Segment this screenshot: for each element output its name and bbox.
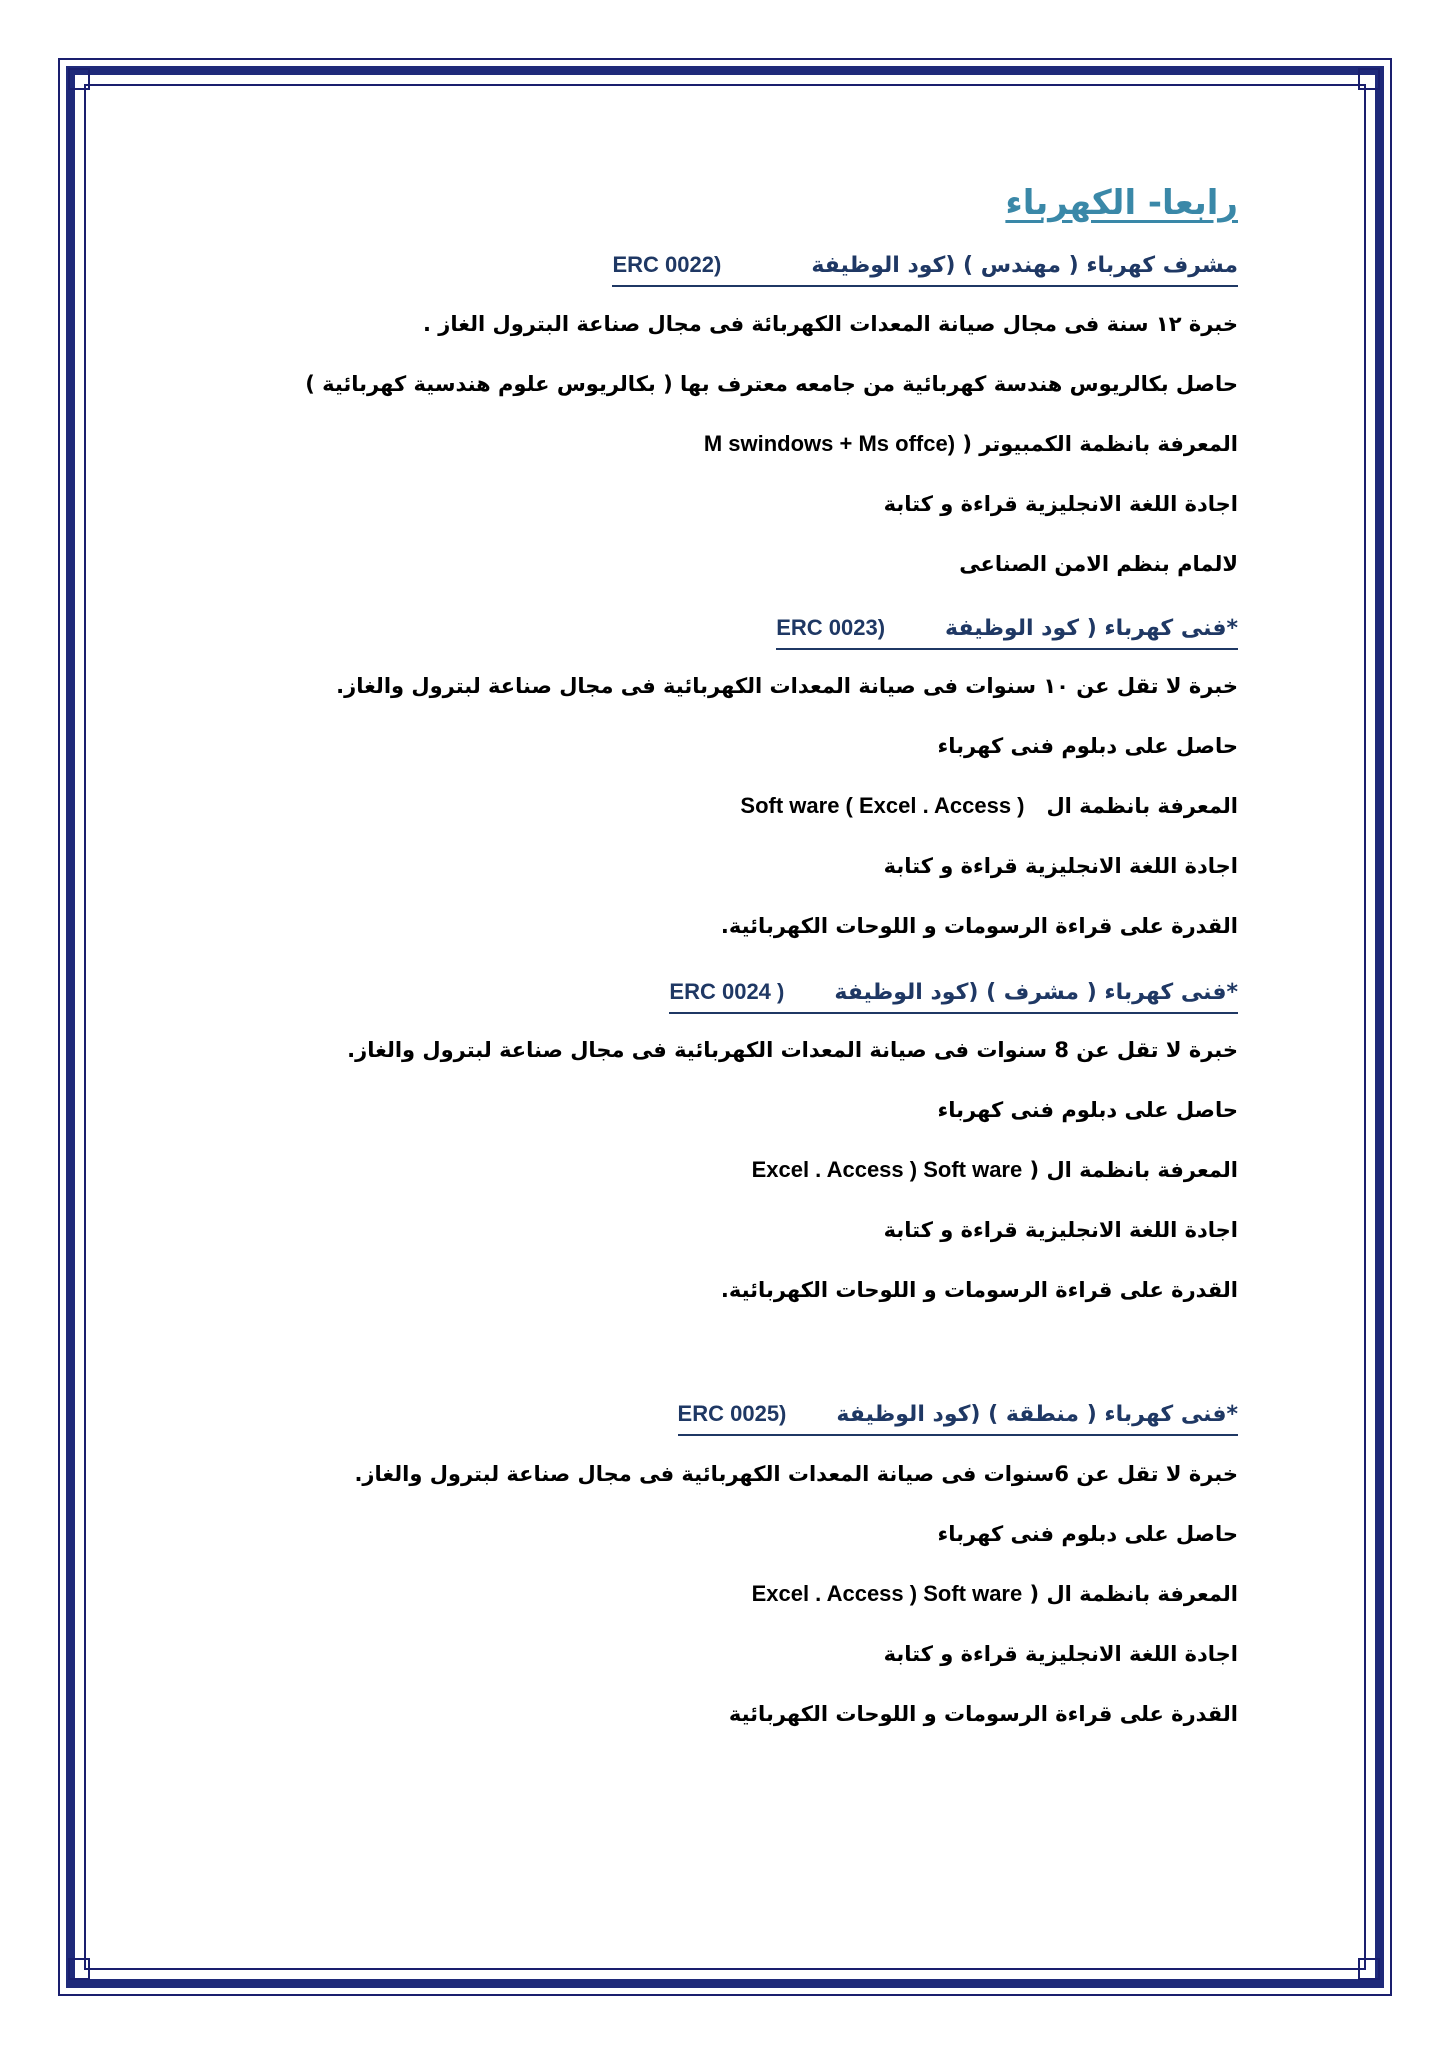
requirement-text: المعرفة بانظمة الكمبيوتر ( [962, 432, 1238, 456]
requirement-line: حاصل بكالريوس هندسة كهربائية من جامعه معترف بها ( بكالريوس علوم هندسية كهربائية ) [305, 372, 1238, 396]
software-list: M swindows + Ms offce) [703, 431, 956, 456]
software-list: Excel . Access ) Soft ware [751, 1157, 1023, 1182]
job-title: *فنى كهرباء ( كود الوظيفة [945, 616, 1238, 641]
job-title: *فنى كهرباء ( منطقة ) (كود الوظيفة [836, 1402, 1238, 1427]
job-code: ERC 0024 ) [669, 979, 785, 1004]
document-body [420, 175, 1238, 226]
requirement-line: خبرة ١٢ سنة فى مجال صيانة المعدات الكهربائة فى مجال صناعة البترول الغاز . [422, 312, 1238, 336]
job-section [420, 245, 1238, 287]
job-heading [678, 1394, 1238, 1436]
requirement-line [752, 1152, 1238, 1188]
requirement-line: القدرة على قراءة الرسومات و اللوحات الكهربائية. [720, 1278, 1238, 1302]
requirement-line: اجادة اللغة الانجليزية قراءة و كتابة [883, 492, 1238, 516]
section-title: رابعا- الكهرباء [1005, 183, 1238, 223]
requirement-line: القدرة على قراءة الرسومات و اللوحات الكهربائية [728, 1702, 1238, 1726]
job-code: ERC 0023) [776, 615, 886, 640]
job-heading [669, 972, 1238, 1014]
job-title: *فنى كهرباء ( مشرف ) (كود الوظيفة [834, 980, 1238, 1005]
job-heading [776, 608, 1238, 650]
requirement-line: خبرة لا تقل عن 8 سنوات فى صيانة المعدات الكهربائية فى مجال صناعة لبترول والغاز. [347, 1038, 1238, 1062]
corner-ornament [1358, 1958, 1380, 1980]
requirement-line: حاصل على دبلوم فنى كهرباء [937, 734, 1238, 758]
requirement-line: خبرة لا تقل عن 6سنوات فى صيانة المعدات الكهربائية فى مجال صناعة لبترول والغاز. [354, 1462, 1238, 1486]
requirement-text: المعرفة بانظمة ال ( [1029, 1582, 1238, 1606]
corner-ornament [1358, 68, 1380, 90]
job-section [420, 972, 1238, 1014]
corner-ornament [68, 68, 90, 90]
corner-ornament [68, 1958, 90, 1980]
job-title: مشرف كهرباء ( مهندس ) (كود الوظيفة [811, 253, 1238, 278]
software-list: Excel . Access ) Soft ware [751, 1581, 1023, 1606]
software-list: Soft ware ( Excel . Access ) [740, 793, 1025, 818]
requirement-line: اجادة اللغة الانجليزية قراءة و كتابة [883, 1642, 1238, 1666]
requirement-line: القدرة على قراءة الرسومات و اللوحات الكهربائية. [720, 914, 1238, 938]
job-code: ERC 0025) [677, 1401, 787, 1426]
requirement-line: خبرة لا تقل عن ١٠ سنوات فى صيانة المعدات الكهربائية فى مجال صناعة لبترول والغاز. [336, 674, 1238, 698]
requirement-line [704, 426, 1238, 462]
job-section [420, 608, 1238, 650]
requirement-text: المعرفة بانظمة ال ( [1029, 1158, 1238, 1182]
requirement-line: حاصل على دبلوم فنى كهرباء [937, 1098, 1238, 1122]
requirement-line: حاصل على دبلوم فنى كهرباء [937, 1522, 1238, 1546]
requirement-line [752, 1576, 1238, 1612]
requirement-line: اجادة اللغة الانجليزية قراءة و كتابة [883, 1218, 1238, 1242]
requirement-text: المعرفة بانظمة ال [1046, 794, 1238, 818]
job-section [420, 1394, 1238, 1436]
requirement-line [740, 788, 1238, 824]
requirement-line: اجادة اللغة الانجليزية قراءة و كتابة [883, 854, 1238, 878]
job-code: ERC 0022) [612, 252, 722, 277]
job-heading [612, 245, 1238, 287]
requirement-line: لالمام بنظم الامن الصناعى [959, 552, 1238, 576]
